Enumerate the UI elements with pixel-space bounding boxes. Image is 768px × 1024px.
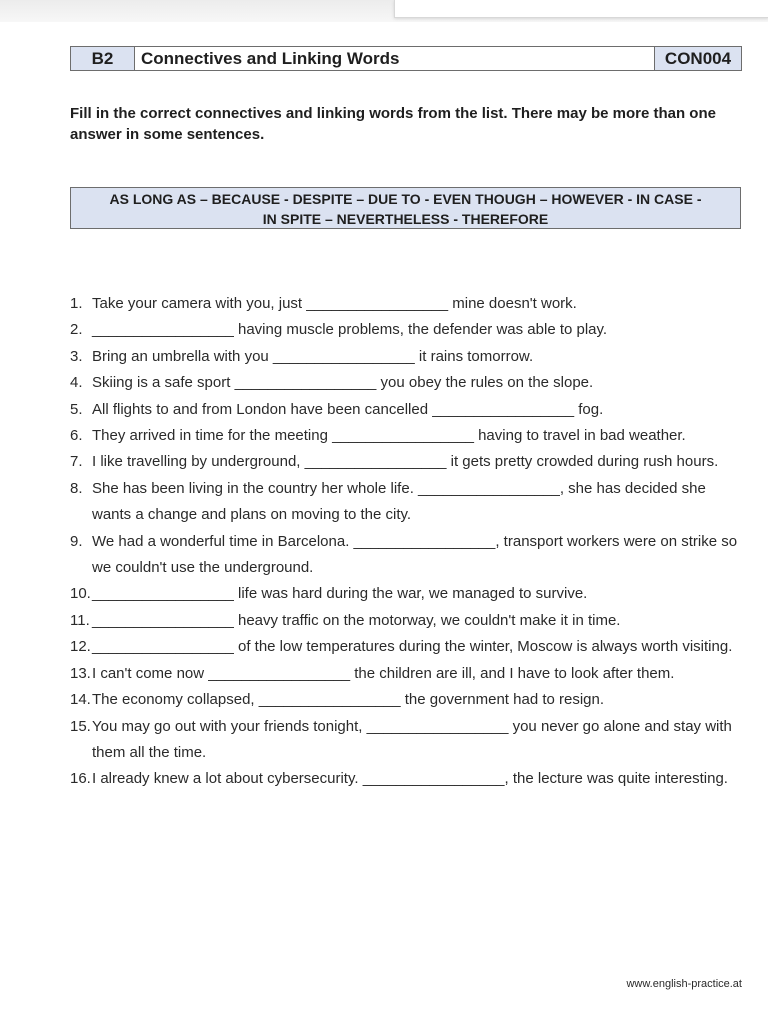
exercise-list bbox=[70, 291, 742, 793]
exercise-number: 4. bbox=[70, 374, 83, 392]
exercise-item bbox=[70, 397, 742, 423]
exercise-sentence: I like travelling by underground, _________________ it gets pretty crowded during rush hours. bbox=[92, 453, 719, 471]
overlapping-page-edge bbox=[394, 0, 768, 18]
exercise-item bbox=[70, 608, 742, 634]
exercise-item bbox=[70, 291, 742, 317]
exercise-item bbox=[70, 423, 742, 449]
exercise-number: 12. bbox=[70, 638, 91, 656]
exercise-number: 1. bbox=[70, 295, 83, 312]
word-list-line-2: IN SPITE – NEVERTHELESS - THEREFORE bbox=[262, 211, 549, 227]
exercise-sentence: All flights to and from London have been cancelled _________________ fog. bbox=[92, 400, 604, 418]
exercise-item bbox=[70, 344, 742, 370]
exercise-item bbox=[70, 766, 742, 792]
exercise-number: 16. bbox=[70, 770, 91, 788]
exercise-sentence: The economy collapsed, _________________ the government had to resign. bbox=[92, 691, 605, 709]
exercise-sentence: _________________ having muscle problems, the defender was able to play. bbox=[92, 321, 608, 339]
exercise-item bbox=[70, 687, 742, 713]
exercise-item bbox=[70, 476, 742, 529]
exercise-item bbox=[70, 449, 742, 475]
exercise-item bbox=[70, 661, 742, 687]
exercise-number: 11. bbox=[70, 611, 90, 629]
word-list-box bbox=[70, 187, 741, 229]
exercise-item bbox=[70, 634, 742, 660]
worksheet-title: Connectives and Linking Words bbox=[135, 47, 655, 71]
word-list-line-1: AS LONG AS – BECAUSE - DESPITE – DUE TO - EVEN THOUGH – HOWEVER - IN CASE - bbox=[109, 191, 702, 207]
exercise-item bbox=[70, 370, 742, 396]
exercise-sentence: Take your camera with you, just _________________ mine doesn't work. bbox=[92, 295, 577, 312]
exercise-number: 10. bbox=[70, 585, 91, 603]
exercise-sentence: _________________ of the low temperatures during the winter, Moscow is always worth visiting. bbox=[92, 638, 733, 656]
exercise-sentence: We had a wonderful time in Barcelona. _________________, transport workers were on strike so we couldn't use the underground. bbox=[92, 532, 738, 577]
footer-url: www.english-practice.at bbox=[626, 978, 742, 990]
exercise-number: 3. bbox=[70, 347, 83, 365]
exercise-number: 2. bbox=[70, 321, 83, 339]
exercise-sentence: I already knew a lot about cybersecurity. _________________, the lecture was quite interesting. bbox=[92, 770, 728, 788]
exercise-number: 5. bbox=[70, 400, 83, 418]
exercise-number: 8. bbox=[70, 479, 83, 497]
exercise-sentence: You may go out with your friends tonight, _________________ you never go alone and stay with them all the time. bbox=[92, 717, 732, 761]
exercise-sentence: _________________ heavy traffic on the motorway, we couldn't make it in time. bbox=[92, 611, 621, 629]
instructions-text: Fill in the correct connectives and linking words from the list. There may be more than one answer in some sentences. bbox=[70, 105, 716, 143]
exercise-item bbox=[70, 317, 742, 343]
exercise-sentence: I can't come now _________________ the children are ill, and I have to look after them. bbox=[92, 664, 675, 682]
exercise-item bbox=[70, 581, 742, 607]
exercise-number: 6. bbox=[70, 427, 83, 445]
exercise-sentence: Bring an umbrella with you _________________ it rains tomorrow. bbox=[92, 347, 534, 365]
worksheet-code: CON004 bbox=[655, 47, 742, 71]
exercise-sentence: They arrived in time for the meeting _________________ having to travel in bad weather. bbox=[92, 427, 686, 445]
level-label: B2 bbox=[71, 47, 135, 71]
exercise-number: 14. bbox=[70, 691, 91, 709]
exercise-number: 9. bbox=[70, 532, 83, 550]
exercise-sentence: Skiing is a safe sport _________________ you obey the rules on the slope. bbox=[92, 374, 594, 392]
exercise-sentence: She has been living in the country her whole life. _________________, she has decided she wants a change and plans on moving to the city. bbox=[92, 479, 706, 524]
exercise-number: 15. bbox=[70, 717, 91, 735]
exercise-number: 7. bbox=[70, 453, 83, 471]
worksheet-header bbox=[70, 46, 742, 71]
exercise-item bbox=[70, 714, 742, 767]
exercise-number: 13. bbox=[70, 664, 91, 682]
exercise-item bbox=[70, 529, 742, 582]
exercise-sentence: _________________ life was hard during the war, we managed to survive. bbox=[92, 585, 588, 603]
